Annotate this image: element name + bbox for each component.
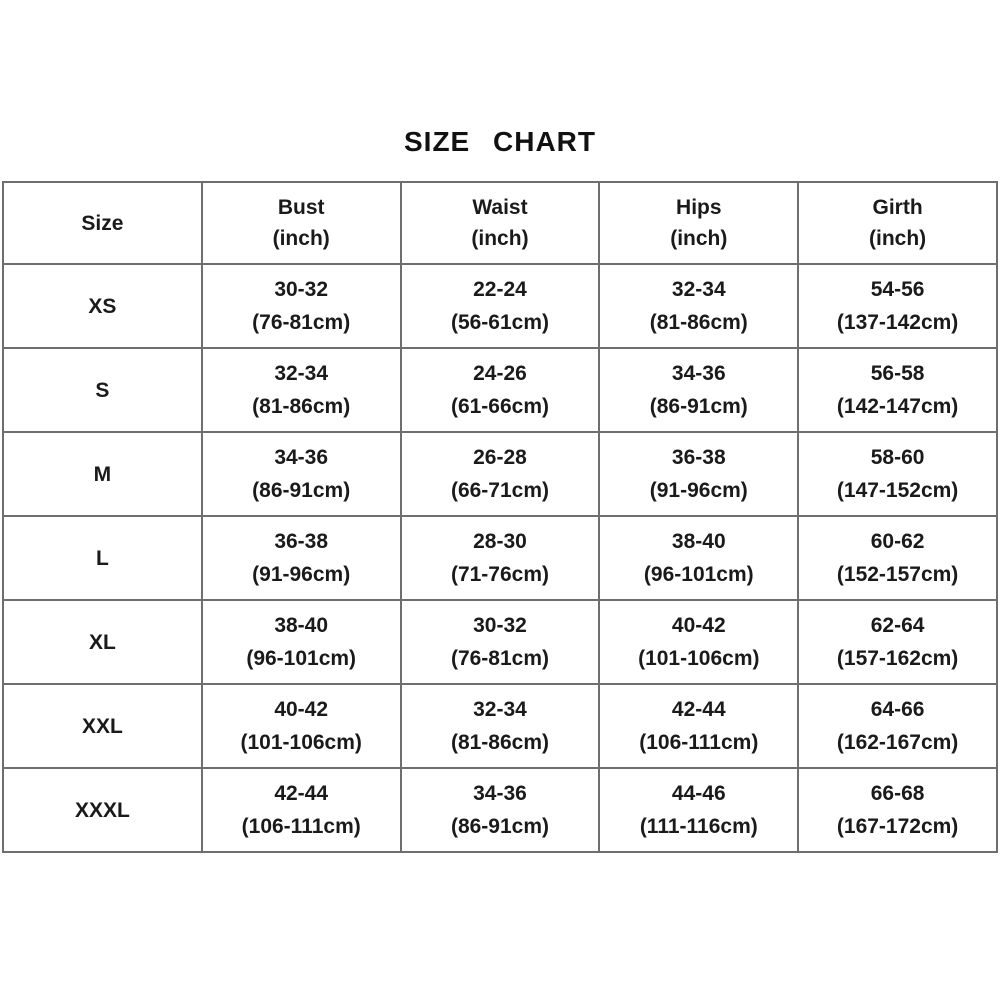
size-label: L (95, 546, 109, 570)
header-row (3, 182, 997, 264)
bust-cell (202, 348, 401, 432)
bust-cell (202, 768, 401, 852)
waist-inch-value: 28-30 (473, 530, 527, 553)
hips-cm-value: (81-86cm) (649, 311, 748, 334)
size-cell (3, 348, 202, 432)
size-cell (3, 600, 202, 684)
size-cell (3, 516, 202, 600)
table-row (3, 768, 997, 852)
waist-cm-value: (76-81cm) (450, 647, 550, 670)
size-cell (3, 264, 202, 348)
bust-cm-value: (106-111cm) (241, 815, 361, 838)
header-label: Girth (872, 196, 923, 219)
girth-cm-value: (157-162cm) (836, 647, 959, 670)
hips-inch-value: 34-36 (671, 362, 726, 385)
hips-cm-value: (111-116cm) (639, 815, 758, 838)
waist-inch-value: 34-36 (473, 782, 527, 805)
waist-cm-value: (71-76cm) (450, 563, 550, 586)
bust-inch-value: 40-42 (274, 698, 329, 721)
table-row (3, 264, 997, 348)
column-header-girth (798, 182, 997, 264)
column-header-bust (202, 182, 401, 264)
table-body (3, 264, 997, 852)
header-label: Size (81, 211, 124, 235)
waist-cell (401, 768, 600, 852)
hips-cm-value: (91-96cm) (649, 479, 748, 502)
table-row (3, 348, 997, 432)
header-label: Hips (676, 196, 722, 219)
hips-cm-value: (96-101cm) (643, 563, 754, 586)
girth-cm-value: (167-172cm) (836, 815, 959, 838)
girth-cell (798, 600, 997, 684)
waist-inch-value: 30-32 (473, 614, 527, 637)
girth-cell (798, 516, 997, 600)
hips-cell (599, 264, 798, 348)
bust-cm-value: (101-106cm) (240, 731, 362, 754)
header-label: Bust (277, 196, 325, 219)
hips-cm-value: (101-106cm) (638, 647, 760, 670)
girth-inch-value: 54-56 (870, 278, 925, 301)
size-label: M (93, 462, 112, 486)
header-unit: (inch) (869, 227, 927, 250)
girth-cell (798, 432, 997, 516)
hips-cell (599, 684, 798, 768)
hips-inch-value: 38-40 (671, 530, 726, 553)
girth-cm-value: (137-142cm) (836, 311, 959, 334)
bust-cm-value: (86-91cm) (252, 479, 351, 502)
waist-cm-value: (56-61cm) (450, 311, 550, 334)
bust-cm-value: (96-101cm) (246, 647, 357, 670)
girth-inch-value: 66-68 (870, 782, 925, 805)
column-header-size (3, 182, 202, 264)
bust-cell (202, 264, 401, 348)
bust-cm-value: (76-81cm) (252, 311, 351, 334)
girth-cell (798, 264, 997, 348)
bust-inch-value: 42-44 (274, 782, 329, 805)
bust-inch-value: 36-38 (274, 530, 329, 553)
table-row (3, 432, 997, 516)
bust-inch-value: 38-40 (274, 614, 329, 637)
waist-cell (401, 432, 600, 516)
header-unit: (inch) (670, 227, 728, 250)
size-label: XXL (81, 714, 123, 738)
bust-cm-value: (91-96cm) (252, 563, 351, 586)
bust-cell (202, 516, 401, 600)
girth-inch-value: 62-64 (870, 614, 925, 637)
hips-inch-value: 40-42 (671, 614, 726, 637)
waist-cell (401, 684, 600, 768)
waist-inch-value: 24-26 (473, 362, 527, 385)
girth-inch-value: 56-58 (870, 362, 925, 385)
page-title: SIZE CHART (404, 126, 596, 157)
waist-inch-value: 32-34 (473, 698, 527, 721)
size-chart-table (2, 181, 998, 853)
size-label: XXXL (74, 798, 130, 822)
size-label: XL (88, 630, 116, 654)
girth-inch-value: 58-60 (870, 446, 925, 469)
bust-inch-value: 34-36 (274, 446, 329, 469)
hips-cell (599, 348, 798, 432)
hips-cell (599, 768, 798, 852)
size-cell (3, 684, 202, 768)
size-cell (3, 432, 202, 516)
hips-cm-value: (106-111cm) (639, 731, 759, 754)
waist-inch-value: 22-24 (473, 278, 527, 301)
size-label: S (95, 378, 110, 402)
table-row (3, 600, 997, 684)
waist-inch-value: 26-28 (473, 446, 527, 469)
column-header-hips (599, 182, 798, 264)
size-cell (3, 768, 202, 852)
waist-cm-value: (81-86cm) (450, 731, 550, 754)
girth-cm-value: (162-167cm) (836, 731, 959, 754)
girth-cm-value: (152-157cm) (836, 563, 959, 586)
header-unit: (inch) (471, 227, 529, 250)
bust-cell (202, 600, 401, 684)
waist-cell (401, 600, 600, 684)
waist-cell (401, 348, 600, 432)
waist-cell (401, 516, 600, 600)
hips-inch-value: 42-44 (671, 698, 726, 721)
bust-cell (202, 684, 401, 768)
column-header-waist (401, 182, 600, 264)
table-row (3, 516, 997, 600)
hips-cell (599, 516, 798, 600)
girth-inch-value: 64-66 (870, 698, 925, 721)
hips-inch-value: 32-34 (671, 278, 726, 301)
hips-inch-value: 36-38 (671, 446, 726, 469)
bust-inch-value: 32-34 (274, 362, 329, 385)
girth-cm-value: (147-152cm) (836, 479, 959, 502)
girth-inch-value: 60-62 (870, 530, 925, 553)
girth-cell (798, 768, 997, 852)
waist-cm-value: (61-66cm) (450, 395, 550, 418)
girth-cm-value: (142-147cm) (836, 395, 959, 418)
bust-cell (202, 432, 401, 516)
waist-cell (401, 264, 600, 348)
hips-cell (599, 432, 798, 516)
girth-cell (798, 684, 997, 768)
bust-inch-value: 30-32 (274, 278, 329, 301)
hips-cm-value: (86-91cm) (649, 395, 748, 418)
header-unit: (inch) (272, 227, 330, 250)
header-label: Waist (472, 196, 528, 219)
bust-cm-value: (81-86cm) (252, 395, 351, 418)
hips-cell (599, 600, 798, 684)
size-label: XS (88, 294, 117, 318)
table-row (3, 684, 997, 768)
waist-cm-value: (66-71cm) (450, 479, 550, 502)
hips-inch-value: 44-46 (671, 782, 726, 805)
girth-cell (798, 348, 997, 432)
waist-cm-value: (86-91cm) (450, 815, 550, 838)
